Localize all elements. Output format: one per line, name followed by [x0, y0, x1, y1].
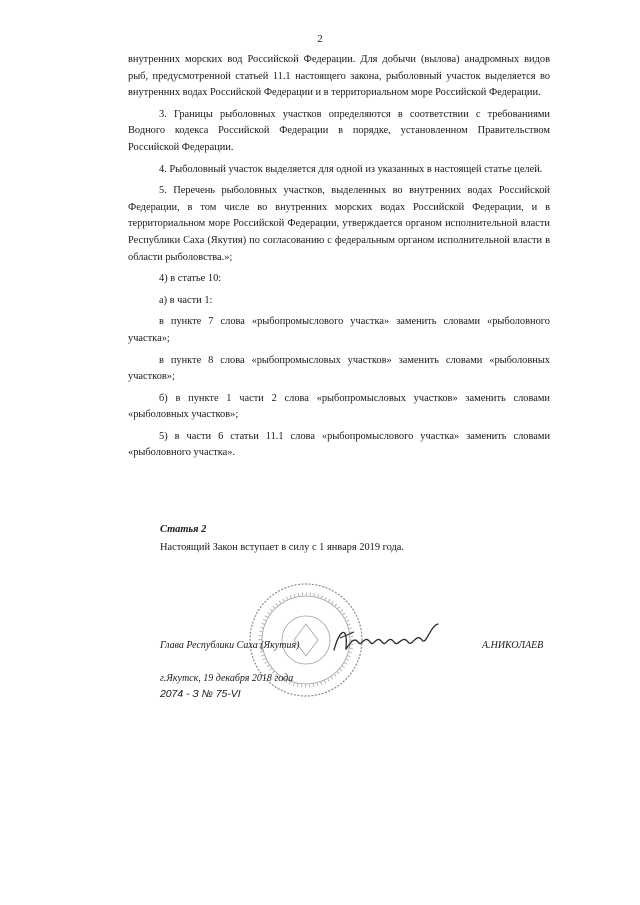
- paragraph-10: 5) в части 6 статьи 11.1 слова «рыбопромыслового участка» заменить словами «рыболовного участка».: [128, 430, 550, 459]
- article-text: Настоящий Закон вступает в силу с 1 января 2019 года.: [160, 542, 405, 553]
- place-and-date: г.Якутск, 19 декабря 2018 года: [160, 673, 294, 684]
- paragraph-5: 4) в статье 10:: [159, 273, 222, 285]
- handwritten-signature-icon: [330, 620, 450, 660]
- document-number: 2074 - З № 75-VI: [160, 689, 241, 700]
- signatory-name: А.НИКОЛАЕВ: [482, 640, 544, 651]
- paragraph-8: в пункте 8 слова «рыбопромысловых участков» заменить словами «рыболовных участков»;: [128, 354, 550, 383]
- paragraph-4: 5. Перечень рыболовных участков, выделенных во внутренних водах Российской Федерации, в том числе во внутренних морских водах Российской Федерации, и в территориальном море Российской Федерации, утверждается органом исполнительной власти Республики Саха (Якутия) по согласованию с федеральным органом исполнительной власти в области рыболовства.»;: [128, 185, 550, 263]
- article-heading: Статья 2: [160, 524, 207, 535]
- paragraph-1: внутренних морских вод Российской Федерации. Для добычи (вылова) анадромных видов рыб, предусмотренной статьей 11.1 настоящего закона, рыболовный участок выделяется во внутренних водах Российской Федерации и в территориальном море Российской Федерации.: [128, 54, 550, 99]
- paragraph-7: в пункте 7 слова «рыбопромыслового участка» заменить словами «рыболовного участка»;: [128, 316, 550, 344]
- paragraph-2: 3. Границы рыболовных участков определяются в соответствии с требованиями Водного кодекса Российской Федерации в порядке, установленном Правительством Российской Федерации.: [128, 108, 550, 153]
- page-number: 2: [317, 33, 323, 45]
- paragraph-9: б) в пункте 1 части 2 слова «рыбопромысловых участков» заменить словами «рыболовных участков»;: [128, 392, 550, 421]
- body-text: [128, 52, 550, 467]
- signatory-title: Глава Республики Саха (Якутия): [160, 640, 300, 651]
- paragraph-6: а) в части 1:: [159, 294, 213, 306]
- paragraph-3: 4. Рыболовный участок выделяется для одной из указанных в настоящей статье целей.: [159, 163, 543, 175]
